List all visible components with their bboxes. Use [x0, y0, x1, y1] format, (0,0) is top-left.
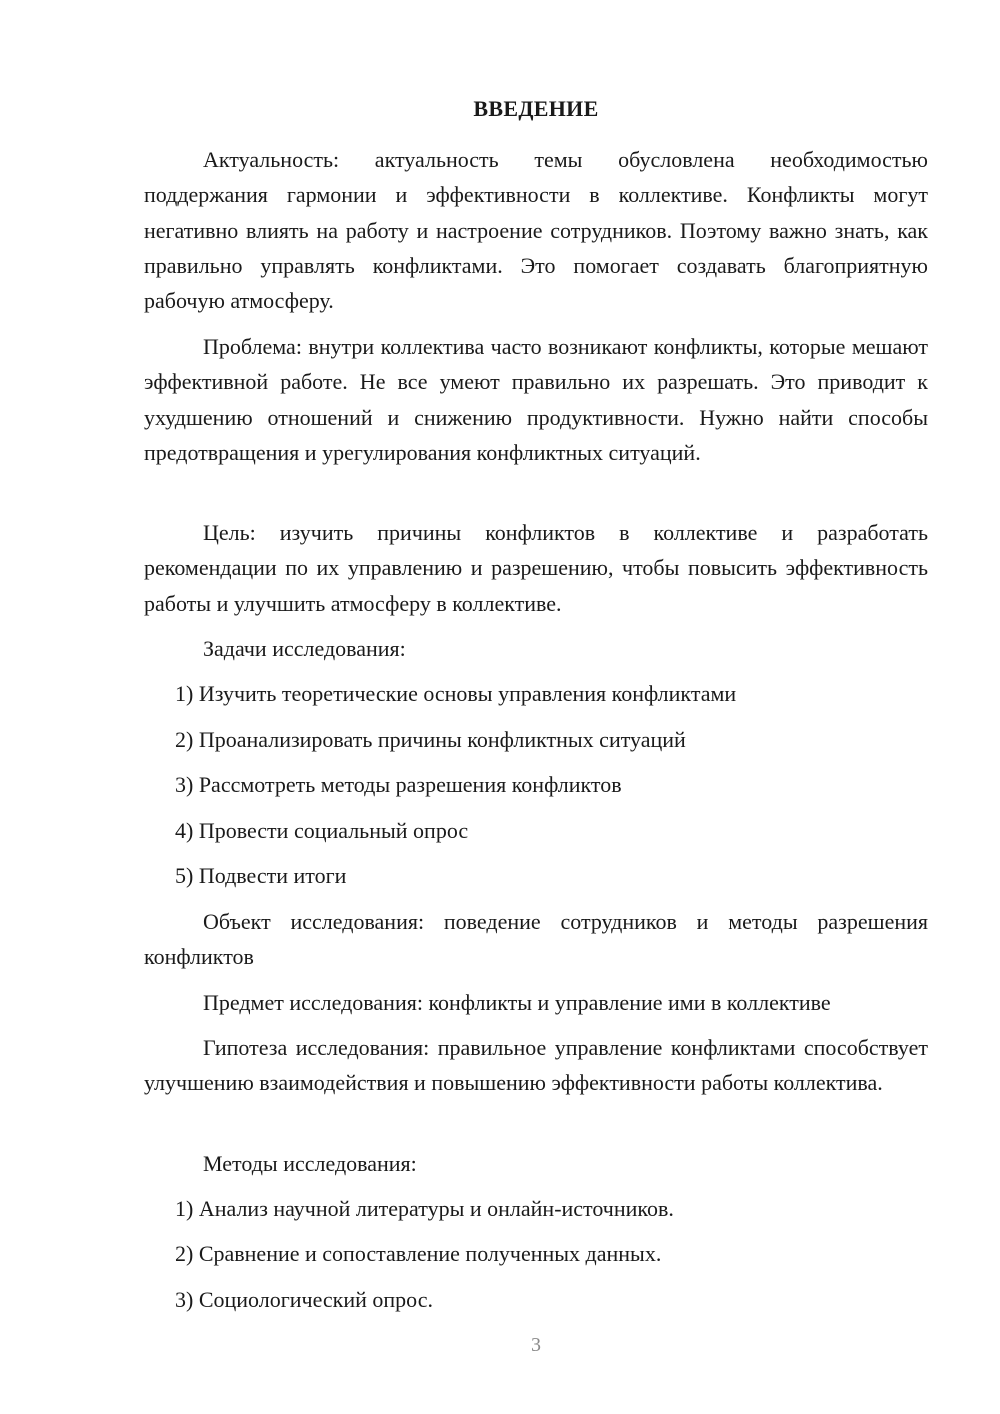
page-number: 3 — [531, 1334, 541, 1356]
object-paragraph: Объект исследования: поведение сотрудников и методы разрешения конфликтов — [144, 909, 928, 970]
task-item: 2) Проанализировать причины конфликтных ситуаций — [175, 727, 686, 752]
relevance-paragraph: Актуальность: актуальность темы обусловлена необходимостью поддержания гармонии и эффективности в коллективе. Конфликты могут негативно влиять на работу и настроение сотрудников. Поэтому важно знать, как правильно управлять конфликтами. Это помогает создавать благоприятную рабочую атмосферу. — [144, 147, 928, 314]
page-title: ВВЕДЕНИЕ — [473, 96, 599, 121]
goal-paragraph: Цель: изучить причины конфликтов в коллективе и разработать рекомендации по их управлению и разрешению, чтобы повысить эффективность работы и улучшить атмосферу в коллективе. — [144, 520, 928, 616]
tasks-heading: Задачи исследования: — [203, 636, 406, 661]
method-item: 2) Сравнение и сопоставление полученных данных. — [175, 1241, 662, 1266]
subject-paragraph: Предмет исследования: конфликты и управление ими в коллективе — [203, 990, 831, 1015]
problem-paragraph: Проблема: внутри коллектива часто возникают конфликты, которые мешают эффективной работе. Не все умеют правильно их разрешать. Это приводит к ухудшению отношений и снижению продуктивности. Нужно найти способы предотвращения и урегулирования конфликтных ситуаций. — [144, 334, 928, 465]
method-item: 3) Социологический опрос. — [175, 1287, 433, 1312]
methods-heading: Методы исследования: — [203, 1151, 417, 1176]
task-item: 5) Подвести итоги — [175, 863, 347, 888]
hypothesis-paragraph: Гипотеза исследования: правильное управление конфликтами способствует улучшению взаимодействия и повышению эффективности работы коллектива. — [144, 1035, 928, 1096]
task-item: 1) Изучить теоретические основы управления конфликтами — [175, 681, 737, 706]
task-item: 3) Рассмотреть методы разрешения конфликтов — [175, 772, 622, 797]
task-item: 4) Провести социальный опрос — [175, 818, 469, 843]
method-item: 1) Анализ научной литературы и онлайн-источников. — [175, 1196, 674, 1221]
